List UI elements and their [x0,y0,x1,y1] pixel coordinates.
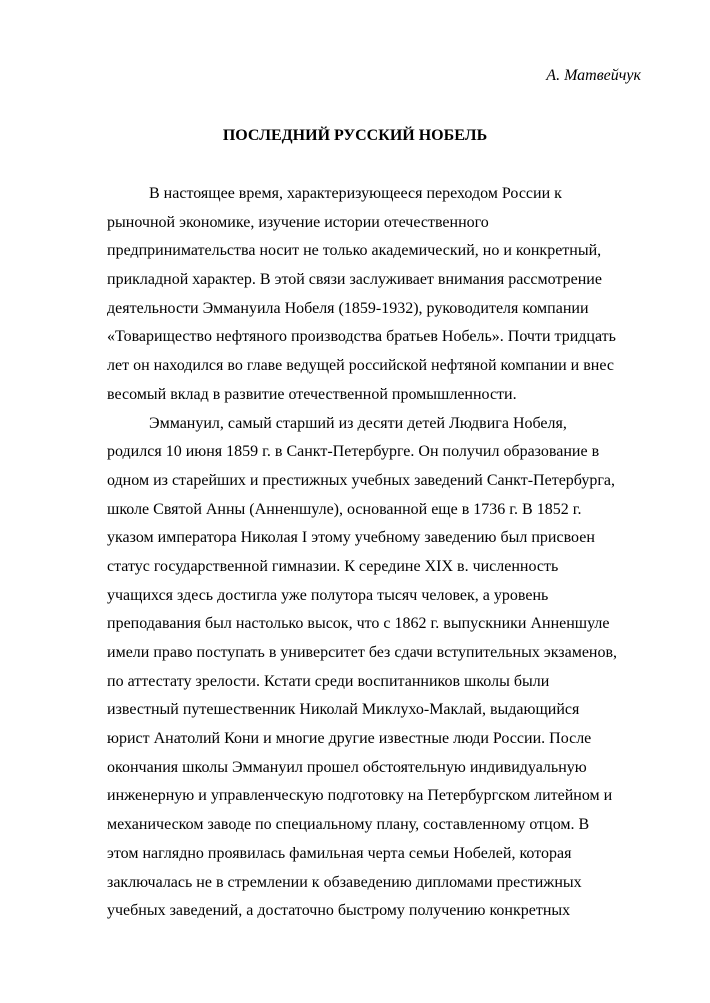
text-line: учащихся здесь достигла уже полутора тысяч человек, а уровень [107,586,549,604]
text-line: «Товарищество нефтяного производства братьев Нобель». Почти тридцать [107,328,616,346]
text-line: учебных заведений, а достаточно быстрому получению конкретных [107,902,571,920]
text-line: родился 10 июня 1859 г. в Санкт-Петербурге. Он получил образование в [107,443,600,461]
paragraph-1 [107,180,647,410]
text-line: рыночной экономике, изучение истории отечественного [107,213,489,231]
text-line: лет он находился во главе ведущей российской нефтяной компании и внес [107,357,614,375]
text-line: по аттестату зрелости. Кстати среди воспитанников школы были [107,672,550,690]
text-line: преподавания был настолько высок, что с 1862 г. выпускники Анненшуле [107,615,610,633]
text-line: окончания школы Эммануил прошел обстоятельную индивидуальную [107,758,587,776]
text-line: этом наглядно проявилась фамильная черта семьи Нобелей, которая [107,844,572,862]
text-line: заключалась не в стремлении к обзаведению дипломами престижных [107,873,582,891]
text-line: весомый вклад в развитие отечественной промышленности. [107,385,517,403]
text-line: школе Святой Анны (Анненшуле), основанной еще в 1736 г. В 1852 г. [107,500,582,518]
text-line: деятельности Эммануила Нобеля (1859-1932), руководителя компании [107,299,589,317]
text-line: инженерную и управленческую подготовку на Петербургском литейном и [107,787,613,805]
text-line: указом императора Николая I этому учебному заведению был присвоен [107,529,595,547]
paragraph-2 [107,410,647,926]
text-line: одном из старейших и престижных учебных заведений Санкт-Петербурга, [107,471,615,489]
text-line: Эммануил, самый старший из десяти детей Людвига Нобеля, [149,414,567,432]
author-name: А. Матвейчук [546,67,641,84]
text-line: юрист Анатолий Кони и многие другие известные люди России. После [107,730,592,748]
text-line: имели право поступать в университет без сдачи вступительных экзаменов, [107,644,618,661]
text-line: предпринимательства носит не только академический, но и конкретный, [107,242,602,260]
text-line: прикладной характер. В этой связи заслуживает внимания рассмотрение [107,271,602,289]
article-body [107,180,647,926]
document-title: ПОСЛЕДНИЙ РУССКИЙ НОБЕЛЬ [222,127,488,144]
text-line: механическом заводе по специальному плану, составленному отцом. В [107,816,590,834]
text-line: статус государственной гимназии. К середине XIX в. численность [107,557,559,575]
text-line: известный путешественник Николай Миклухо-Маклай, выдающийся [107,701,580,719]
text-line: В настоящее время, характеризующееся переходом России к [149,185,562,202]
